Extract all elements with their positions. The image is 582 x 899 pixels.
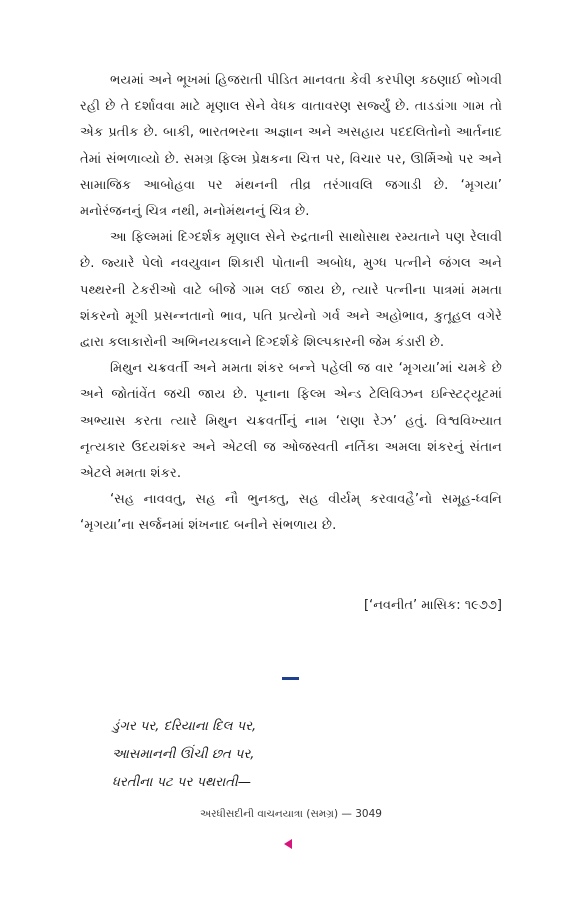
paragraph: મિથુન ચક્રવર્તી અને મમતા શંકર બન્ને પહેલી જ વાર ‘મૃગયા’માં ચમકે છે અને જોતાંવેંત જચી જાય છે. પૂનાના ફિલ્મ એન્ડ ટેલિવિઝન ઇન્સ્ટિટ્યૂટમાં અભ્યાસ કરતા ત્યારે મિથુન ચક્રવર્તીનું નામ ‘રાણા રેઝ’ હતું. વિશ્વવિખ્યાત નૃત્યકાર ઉદયશંકર અને એટલી જ ઓજસ્વતી નર્તિકા અમલા શંકરનું સંતાન એટલે મમતા શંકર.	[80, 361, 502, 482]
source-citation: [‘નવનીત’ માસિક: ૧૯૭૭]	[363, 598, 502, 613]
poem-line: ધરતીના પટ પર પથરાતી—	[112, 775, 251, 790]
poem-line: ડુંગર પર, દરિયાના દિલ પર,	[112, 719, 257, 734]
poem-excerpt	[112, 713, 256, 797]
previous-page-arrow-icon[interactable]	[284, 839, 292, 849]
paragraph: ભયમાં અને ભૂખમાં હિજરાતી પીડિત માનવતા કેવી કરપીણ કઠણાઈ ભોગવી રહી છે તે દર્શાવવા માટે મૃણાલ સેને વેધક વાતાવરણ સર્જ્યું છે. તાડડાંગા ગામ તો એક પ્રતીક છે. બાકી, ભારતભરના અજ્ઞાન અને અસહાય પદદલિતોનો આર્તનાદ તેમાં સંભળાવ્યો છે. સમગ્ર ફિલ્મ પ્રેક્ષકના ચિત્ત પર, વિચાર પર, ઊર્મિઓ પર અને સામાજિક આબોહવા પર મંથનની તીવ્ર તરંગાવલિ જગાડી છે. ‘મૃગયા’ મનોરંજનનું ચિત્ર નથી, મનોમંથનનું ચિત્ર છે.	[80, 73, 503, 220]
poem-line: આસમાનની ઊંચી છત પર,	[112, 747, 255, 762]
paragraph: ‘સહ નાવવતુ, સહ નૌ ભુનક્તુ, સહ વીર્યમ્ કરવાવહૈ’નો સમૂહ-ધ્વનિ ‘મૃગયા’ના સર્જનમાં શંખનાદ બનીને સંભળાય છે.	[80, 492, 502, 534]
paragraph: આ ફિલ્મમાં દિગ્દર્શક મૃણાલ સેને રુદ્રતાની સાથોસાથ રમ્યતાને પણ રેલાવી છે. જ્યારે પેલો નવયુવાન શિકારી પોતાની અબોધ, મુગ્ધ પત્નીને જંગલ અને પથ્થરની ટેકરીઓ વાટે બીજે ગામ લઈ જાય છે, ત્યારે પત્નીના પાત્રમાં મમતા શંકરનો મૂગી પ્રસન્નતાનો ભાવ, પતિ પ્રત્યેનો ગર્વ અને અહોભાવ, કુતૂહલ વગેરે દ્વારા કલાકારોની અભિનયકલાને દિગ્દર્શકે શિલ્પકારની જેમ કંડારી છે.	[80, 230, 502, 351]
article-body	[80, 68, 502, 540]
section-divider	[282, 677, 299, 680]
page-footer: અરધીસદીની વાચનયાત્રા (સમગ્ર) — 3049	[200, 808, 382, 820]
